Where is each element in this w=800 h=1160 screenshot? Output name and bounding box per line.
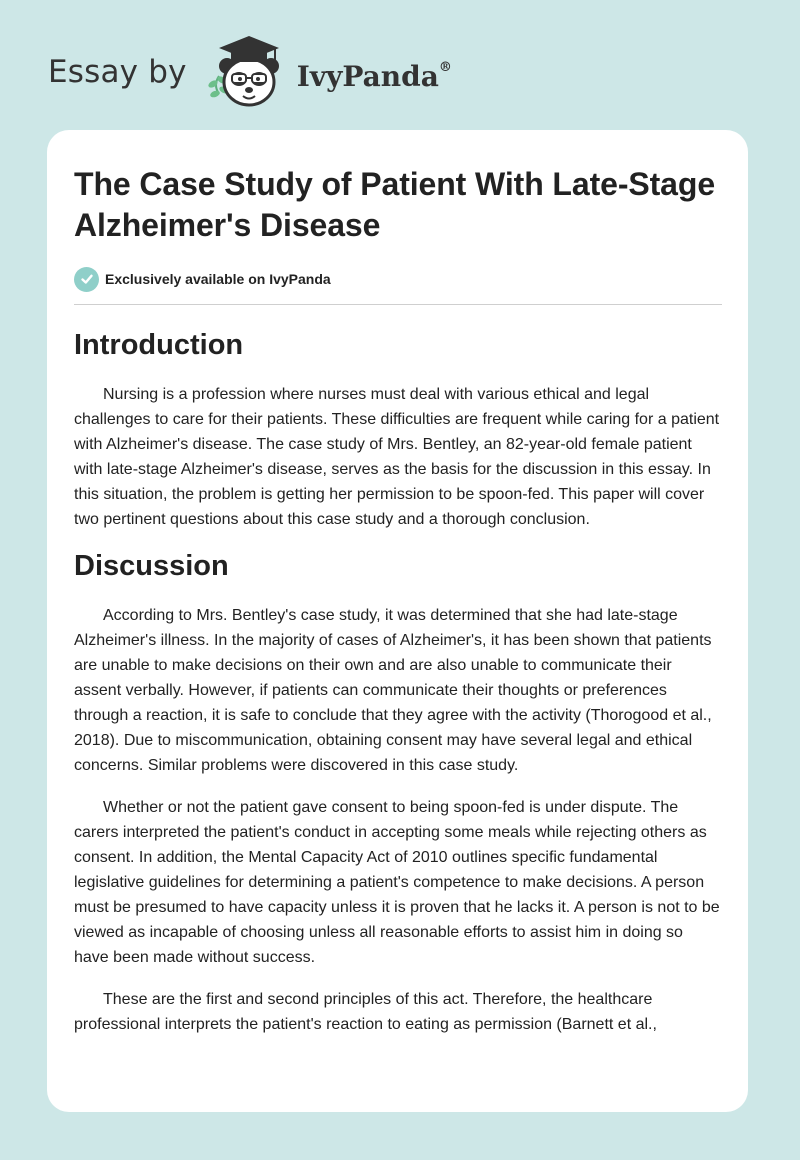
exclusive-badge	[74, 266, 722, 292]
section-heading-introduction: Introduction	[74, 329, 244, 361]
ivypanda-wordmark: IvyPanda®	[296, 59, 452, 93]
checkmark-icon	[74, 267, 99, 292]
essay-card	[47, 130, 748, 1112]
paragraph: According to Mrs. Bentley's case study, it was determined that she had late-stage Alzheimer's illness. In the majority of cases of Alzheimer's, it has been shown that patients are unable to make decisions on their own and are also unable to communicate their assent verbally. However, if patients can communicate their thoughts or preferences through a reaction, it is safe to conclude that they agree with the activity (Thorogood et al., 2018). Due to miscommunication, obtaining consent may have several legal and ethical concerns. Similar problems were discovered in this case study.	[74, 607, 712, 774]
paragraph: These are the first and second principles of this act. Therefore, the healthcare professional interprets the patient's reaction to eating as permission (Barnett et al.,	[74, 991, 657, 1033]
essay-title: The Case Study of Patient With Late-Stage Alzheimer's Disease	[74, 166, 716, 243]
essay-by-label: Essay by	[48, 54, 187, 90]
divider	[74, 304, 722, 305]
exclusive-label: Exclusively available on IvyPanda	[105, 271, 331, 287]
registered-mark: ®	[438, 60, 452, 76]
brand-header	[48, 32, 452, 112]
paragraph: Nursing is a profession where nurses must deal with various ethical and legal challenges to care for their patients. These difficulties are frequent while caring for a patient with Alzheimer's disease. The case study of Mrs. Bentley, an 82-year-old female patient with late-stage Alzheimer's disease, serves as the basis for the discussion in this essay. In this situation, the problem is getting her permission to be spoon-fed. This paper will cover two pertinent questions about this case study and a thorough conclusion.	[74, 386, 720, 528]
panda-logo-icon	[203, 32, 295, 112]
paragraph: Whether or not the patient gave consent to being spoon-fed is under dispute. The carers interpreted the patient's conduct in accepting some meals while rejecting others as consent. In addition, the Mental Capacity Act of 2010 outlines specific fundamental legislative guidelines for determining a patient's competence to make decisions. A person must be presumed to have capacity unless it is proven that he lacks it. A person is not to be viewed as incapable of choosing unless all reasonable efforts to assist him in doing so have been made without success.	[74, 799, 720, 966]
section-heading-discussion: Discussion	[74, 550, 229, 582]
